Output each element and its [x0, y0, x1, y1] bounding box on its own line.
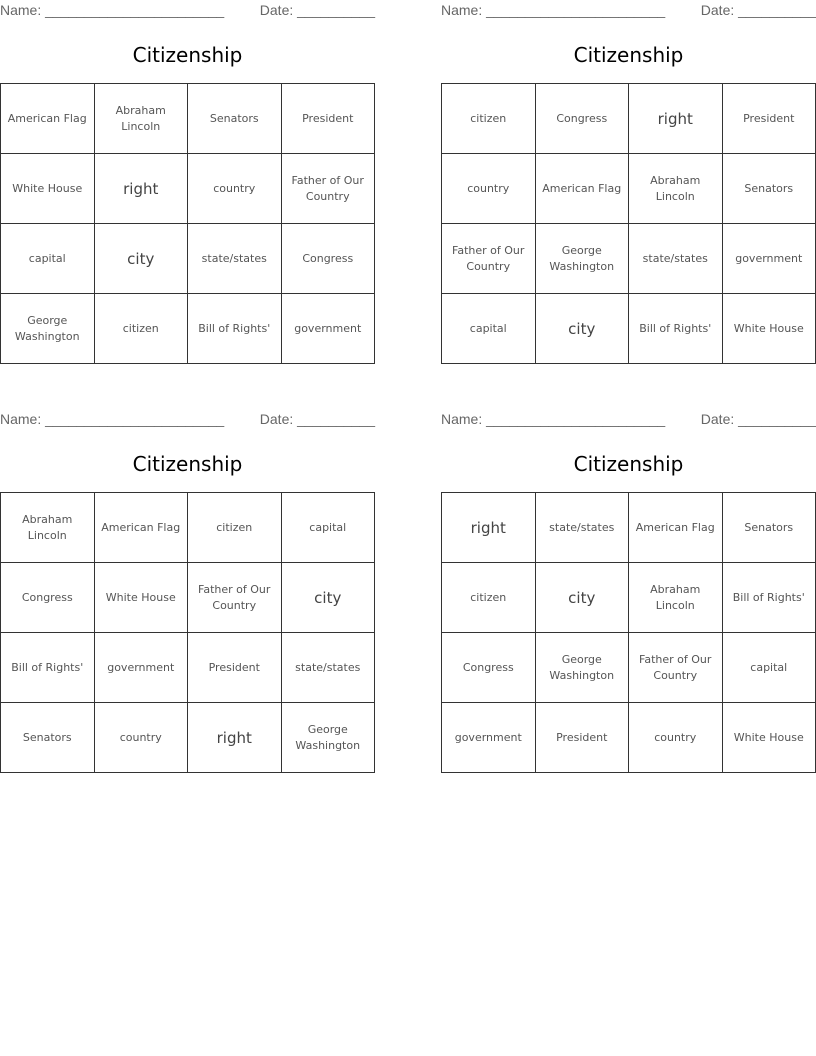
- bingo-cell: citizen: [188, 493, 282, 563]
- bingo-cell: American Flag: [629, 493, 723, 563]
- bingo-cell: Abraham Lincoln: [1, 493, 95, 563]
- bingo-row: [1, 633, 375, 703]
- bingo-cell: government: [722, 224, 816, 294]
- bingo-cell: President: [722, 84, 816, 154]
- bingo-cell: citizen: [442, 563, 536, 633]
- bingo-cell: Congress: [281, 224, 375, 294]
- card-header: [0, 411, 375, 427]
- bingo-cell: President: [535, 703, 629, 773]
- bingo-card: [441, 0, 816, 364]
- bingo-cell: right: [188, 703, 282, 773]
- bingo-cell: Father of Our Country: [281, 154, 375, 224]
- bingo-cell: government: [94, 633, 188, 703]
- bingo-cell: President: [188, 633, 282, 703]
- bingo-cell: Senators: [188, 84, 282, 154]
- bingo-cell: Congress: [1, 563, 95, 633]
- bingo-cell: George Washington: [1, 294, 95, 364]
- bingo-row: [442, 154, 816, 224]
- bingo-row: [1, 563, 375, 633]
- bingo-row: [442, 84, 816, 154]
- bingo-cell: country: [94, 703, 188, 773]
- bingo-cell: capital: [1, 224, 95, 294]
- bingo-row: [442, 703, 816, 773]
- card-header: [0, 2, 375, 18]
- bingo-cell: citizen: [94, 294, 188, 364]
- bingo-card: [0, 409, 375, 773]
- bingo-cell: city: [94, 224, 188, 294]
- bingo-grid: [0, 492, 375, 773]
- bingo-cell: Abraham Lincoln: [629, 154, 723, 224]
- bingo-cell: Senators: [722, 493, 816, 563]
- bingo-cell: country: [442, 154, 536, 224]
- card-title: Citizenship: [132, 452, 243, 476]
- bingo-card: [0, 0, 375, 364]
- name-field-label: Name: _______________________: [441, 2, 666, 18]
- bingo-cell: state/states: [535, 493, 629, 563]
- date-field-label: Date: __________: [259, 411, 375, 427]
- bingo-cell: Senators: [1, 703, 95, 773]
- bingo-cell: Father of Our Country: [442, 224, 536, 294]
- bingo-cell: city: [535, 563, 629, 633]
- bingo-cell: state/states: [188, 224, 282, 294]
- bingo-cell: American Flag: [1, 84, 95, 154]
- bingo-row: [442, 633, 816, 703]
- bingo-cell: capital: [281, 493, 375, 563]
- bingo-row: [1, 294, 375, 364]
- bingo-cell: White House: [1, 154, 95, 224]
- bingo-cell: right: [442, 493, 536, 563]
- bingo-cell: Bill of Rights': [188, 294, 282, 364]
- bingo-cell: right: [629, 84, 723, 154]
- bingo-row: [442, 563, 816, 633]
- bingo-cell: Senators: [722, 154, 816, 224]
- date-field-label: Date: __________: [700, 411, 816, 427]
- bingo-cell: Bill of Rights': [629, 294, 723, 364]
- bingo-cell: capital: [722, 633, 816, 703]
- bingo-cell: city: [281, 563, 375, 633]
- name-field-label: Name: _______________________: [441, 411, 666, 427]
- bingo-row: [1, 84, 375, 154]
- card-title: Citizenship: [573, 452, 684, 476]
- card-header: [441, 2, 816, 18]
- bingo-row: [1, 154, 375, 224]
- bingo-cell: American Flag: [535, 154, 629, 224]
- name-field-label: Name: _______________________: [0, 2, 225, 18]
- bingo-grid: [441, 492, 816, 773]
- bingo-cell: Abraham Lincoln: [94, 84, 188, 154]
- name-field-label: Name: _______________________: [0, 411, 225, 427]
- bingo-cell: White House: [94, 563, 188, 633]
- bingo-cell: Congress: [442, 633, 536, 703]
- bingo-cell: Bill of Rights': [1, 633, 95, 703]
- bingo-cell: citizen: [442, 84, 536, 154]
- bingo-cell: country: [629, 703, 723, 773]
- bingo-cell: Bill of Rights': [722, 563, 816, 633]
- bingo-cell: George Washington: [535, 633, 629, 703]
- bingo-cell: city: [535, 294, 629, 364]
- bingo-cell: George Washington: [535, 224, 629, 294]
- bingo-cell: White House: [722, 703, 816, 773]
- date-field-label: Date: __________: [700, 2, 816, 18]
- bingo-card: [441, 409, 816, 773]
- card-title: Citizenship: [132, 43, 243, 67]
- bingo-grid: [441, 83, 816, 364]
- bingo-cell: Father of Our Country: [629, 633, 723, 703]
- bingo-cell: right: [94, 154, 188, 224]
- bingo-row: [1, 224, 375, 294]
- card-title: Citizenship: [573, 43, 684, 67]
- bingo-row: [442, 294, 816, 364]
- bingo-cell: White House: [722, 294, 816, 364]
- bingo-cell: capital: [442, 294, 536, 364]
- bingo-cell: country: [188, 154, 282, 224]
- bingo-row: [442, 224, 816, 294]
- bingo-row: [1, 703, 375, 773]
- bingo-cell: Congress: [535, 84, 629, 154]
- bingo-cell: American Flag: [94, 493, 188, 563]
- bingo-cell: state/states: [629, 224, 723, 294]
- bingo-cell: government: [442, 703, 536, 773]
- bingo-grid: [0, 83, 375, 364]
- bingo-cell: Father of Our Country: [188, 563, 282, 633]
- bingo-row: [1, 493, 375, 563]
- bingo-cell: President: [281, 84, 375, 154]
- date-field-label: Date: __________: [259, 2, 375, 18]
- bingo-cell: George Washington: [281, 703, 375, 773]
- card-header: [441, 411, 816, 427]
- bingo-row: [442, 493, 816, 563]
- bingo-cell: state/states: [281, 633, 375, 703]
- bingo-cell: Abraham Lincoln: [629, 563, 723, 633]
- bingo-cell: government: [281, 294, 375, 364]
